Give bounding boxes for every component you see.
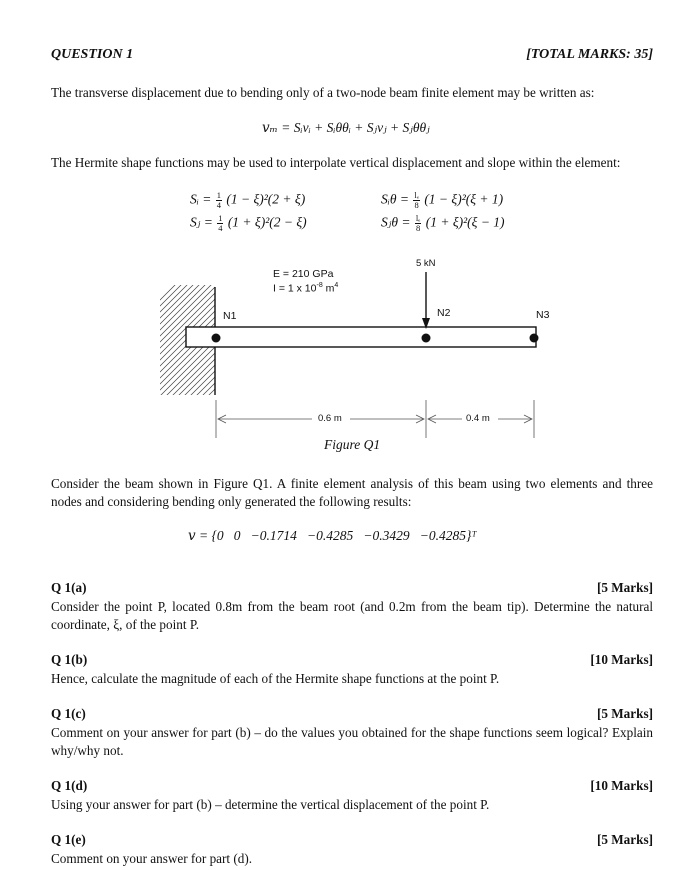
- sitheta-num: lₑ: [414, 190, 419, 200]
- sj-lhs: Sⱼ =: [190, 214, 213, 230]
- sj-den: 4: [218, 223, 223, 233]
- node2-label: N2: [437, 307, 451, 319]
- displacement-vector: 𝑣 = {0 0 −0.1714 −0.4285 −0.3429 −0.4285}ᵀ: [188, 528, 477, 543]
- modulus-label: E = 210 GPa: [273, 268, 334, 280]
- question-c-label: Q 1(c): [51, 706, 86, 721]
- node1-label: N1: [223, 310, 237, 322]
- dim1-label: 0.6 m: [318, 413, 342, 424]
- shape-function-si: [190, 191, 305, 210]
- inertia-unit: m: [322, 282, 335, 295]
- hermite-text: The Hermite shape functions may be used to interpolate vertical displacement and slope within the element:: [51, 155, 621, 170]
- figure-caption: Figure Q1: [324, 437, 381, 452]
- node3-marker: [530, 334, 539, 343]
- question-d-label: Q 1(d): [51, 778, 88, 793]
- question-e-label: Q 1(e): [51, 832, 86, 847]
- total-marks: [TOTAL MARKS: 35]: [526, 47, 653, 62]
- node1-marker: [212, 334, 221, 343]
- question-e-text: Comment on your answer for part (d).: [51, 851, 253, 866]
- sjtheta-fraction: [415, 214, 422, 233]
- question-b-marks: [10 Marks]: [590, 652, 653, 667]
- inertia-base: I = 1 x 10: [273, 282, 317, 295]
- inertia-label: [273, 282, 338, 295]
- shape-function-sitheta: [381, 191, 503, 210]
- node3-label: N3: [536, 309, 550, 321]
- question-e-marks: [5 Marks]: [596, 832, 653, 847]
- si-lhs: Sᵢ =: [190, 191, 212, 207]
- question-title: QUESTION 1: [51, 47, 134, 62]
- node2-marker: [422, 334, 431, 343]
- question-c-marks: [5 Marks]: [596, 706, 653, 721]
- results-text: Consider the beam shown in Figure Q1. A finite element analysis of this beam using two elements and three nodes and considering bending only generated the following results:: [51, 476, 653, 509]
- shape-function-sj: [190, 214, 307, 233]
- inertia-exp: -8: [316, 282, 323, 289]
- sitheta-lhs: Sᵢθ =: [381, 191, 410, 207]
- question-a-text: Consider the point P, located 0.8m from the beam root (and 0.2m from the beam tip). Determine the natural coordinate, ξ, of the point P.: [51, 599, 653, 632]
- sj-num: 1: [218, 213, 223, 223]
- intro-text: The transverse displacement due to bending only of a two-node beam finite element may be written as:: [51, 85, 595, 100]
- question-a-label: Q 1(a): [51, 580, 87, 595]
- question-b-label: Q 1(b): [51, 652, 88, 667]
- question-c-text: Comment on your answer for part (b) – do the values you obtained for the shape functions seem logical? Explain why/why not.: [51, 725, 653, 758]
- si-rhs: (1 − ξ)²(2 + ξ): [226, 191, 306, 207]
- sjtheta-rhs: (1 + ξ)²(ξ − 1): [425, 214, 505, 230]
- sj-rhs: (1 + ξ)²(2 − ξ): [227, 214, 307, 230]
- sjtheta-lhs: Sⱼθ =: [381, 214, 411, 230]
- sj-fraction: [217, 214, 223, 233]
- sjtheta-num: lₑ: [415, 213, 421, 223]
- question-d-marks: [10 Marks]: [590, 778, 653, 793]
- question-a-marks: [5 Marks]: [596, 580, 653, 595]
- sjtheta-den: 8: [415, 223, 421, 233]
- beam: [186, 327, 536, 347]
- si-den: 4: [216, 200, 221, 210]
- inertia-unit-exp: 4: [334, 282, 339, 289]
- si-num: 1: [216, 190, 221, 200]
- beam-diagram: [0, 250, 682, 440]
- si-fraction: [216, 191, 222, 210]
- question-b-text: Hence, calculate the magnitude of each of the Hermite shape functions at the point P.: [51, 671, 500, 686]
- sitheta-den: 8: [414, 200, 419, 210]
- question-d-text: Using your answer for part (b) – determine the vertical displacement of the point P.: [51, 797, 490, 812]
- dim2-label: 0.4 m: [466, 413, 490, 424]
- sitheta-fraction: [413, 191, 420, 210]
- shape-function-sjtheta: [381, 214, 505, 233]
- load-label: 5 kN: [416, 258, 436, 269]
- displacement-equation: 𝑣ₘ = Sᵢvᵢ + Sᵢθθᵢ + Sⱼvⱼ + Sⱼθθⱼ: [262, 120, 430, 135]
- sitheta-rhs: (1 − ξ)²(ξ + 1): [424, 191, 504, 207]
